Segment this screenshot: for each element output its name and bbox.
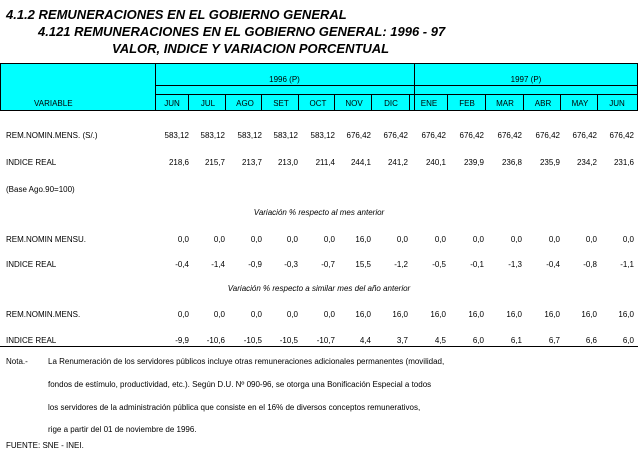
table-cell: 583,12 (237, 131, 262, 140)
table-cell: 241,2 (387, 158, 408, 167)
table-cell: 676,42 (421, 131, 446, 140)
table-cell: 583,12 (273, 131, 298, 140)
table-cell: 16,0 (468, 310, 484, 319)
table-cell: 0,0 (396, 235, 408, 244)
month-divider (485, 94, 486, 110)
table-cell: 6,6 (585, 336, 597, 345)
header-left-rule (0, 63, 1, 110)
month-header: JUN (164, 99, 180, 108)
table-cell: 16,0 (618, 310, 634, 319)
section-title-previous-year: Variación % respecto a similar mes del año anterior (227, 284, 411, 293)
row-label: REM.NOMIN.MENS. (6, 310, 81, 319)
table-cell: 239,9 (463, 158, 484, 167)
month-header: ABR (534, 99, 552, 108)
table-cell: 235,9 (539, 158, 560, 167)
table-cell: 15,5 (355, 260, 371, 269)
month-header: DIC (384, 99, 398, 108)
table-cell: 0,0 (510, 235, 522, 244)
table-cell: 0,0 (177, 235, 189, 244)
title-line-1: 4.1.2 REMUNERACIONES EN EL GOBIERNO GENERAL (6, 7, 347, 22)
month-divider (298, 94, 299, 110)
table-cell: 16,0 (355, 310, 371, 319)
table-cell: 16,0 (544, 310, 560, 319)
row-label: INDICE REAL (6, 260, 57, 269)
row-label: INDICE REAL (6, 158, 57, 167)
month-divider (188, 94, 189, 110)
table-cell: -9,9 (175, 336, 189, 345)
header-bottom-rule (0, 110, 638, 111)
table-cell: -0,9 (248, 260, 262, 269)
month-divider (225, 94, 226, 110)
month-rule (155, 94, 638, 95)
table-cell: -0,1 (470, 260, 484, 269)
month-header: JUN (609, 99, 625, 108)
year-1996-label: 1996 (P) (269, 75, 300, 84)
table-cell: -1,3 (508, 260, 522, 269)
table-cell: 240,1 (425, 158, 446, 167)
table-cell: 3,7 (396, 336, 408, 345)
month-header: OCT (309, 99, 327, 108)
table-cell: 676,42 (497, 131, 522, 140)
month-header: NOV (345, 99, 363, 108)
table-cell: 218,6 (168, 158, 189, 167)
month-divider (597, 94, 598, 110)
table-cell: 0,0 (213, 235, 225, 244)
table-cell: 0,0 (250, 235, 262, 244)
month-divider (523, 94, 524, 110)
month-divider (334, 94, 335, 110)
table-cell: -10,7 (316, 336, 335, 345)
table-cell: 0,0 (286, 310, 298, 319)
table-cell: 6,7 (548, 336, 560, 345)
table-cell: 236,8 (501, 158, 522, 167)
table-cell: 583,12 (200, 131, 225, 140)
table-cell: 16,0 (581, 310, 597, 319)
row-label: REM.NOMIN.MENS. (S/.) (6, 131, 98, 140)
table-cell: 676,42 (346, 131, 371, 140)
month-header: JUL (200, 99, 216, 108)
note-line: La Renumeración de los servidores públicos incluye otras remuneraciones adicionales permanentes (movilidad, (48, 357, 445, 366)
header-top-rule (0, 63, 638, 64)
table-cell: -0,3 (284, 260, 298, 269)
table-cell: -10,5 (243, 336, 262, 345)
table-cell: 676,42 (572, 131, 597, 140)
month-divider (261, 94, 262, 110)
table-cell: 6,1 (510, 336, 522, 345)
month-divider (560, 94, 561, 110)
table-cell: 0,0 (177, 310, 189, 319)
table-cell: 583,12 (310, 131, 335, 140)
table-cell: 4,4 (359, 336, 371, 345)
table-cell: -10,6 (206, 336, 225, 345)
table-cell: 0,0 (622, 235, 634, 244)
table-cell: 0,0 (286, 235, 298, 244)
table-cell: 16,0 (430, 310, 446, 319)
month-divider (409, 94, 410, 110)
month-divider (447, 94, 448, 110)
table-cell: 16,0 (506, 310, 522, 319)
table-cell: -10,5 (279, 336, 298, 345)
table-cell: 213,0 (277, 158, 298, 167)
table-cell: 676,42 (535, 131, 560, 140)
table-cell: 0,0 (548, 235, 560, 244)
table-cell: 6,0 (622, 336, 634, 345)
table-cell: 211,4 (315, 158, 335, 167)
month-header: SET (273, 99, 289, 108)
year-rule (155, 85, 638, 86)
row-label: REM.NOMIN MENSU. (6, 235, 86, 244)
table-cell: 244,1 (350, 158, 371, 167)
table-cell: 16,0 (392, 310, 408, 319)
table-cell: 676,42 (609, 131, 634, 140)
table-cell: 231,6 (613, 158, 634, 167)
table-cell: 213,7 (241, 158, 262, 167)
table-cell: -0,4 (175, 260, 189, 269)
table-cell: -0,8 (583, 260, 597, 269)
table-cell: 6,0 (472, 336, 484, 345)
month-header: MAY (571, 99, 589, 108)
table-cell: -1,4 (211, 260, 225, 269)
table-cell: 0,0 (434, 235, 446, 244)
table-cell: -1,1 (620, 260, 634, 269)
source-note: FUENTE: SNE - INEI. (6, 441, 84, 450)
table-cell: -0,5 (432, 260, 446, 269)
month-header: AGO (236, 99, 254, 108)
table-cell: 583,12 (164, 131, 189, 140)
row-label: INDICE REAL (6, 336, 57, 345)
table-cell: -0,4 (546, 260, 560, 269)
note-line: rige a partir del 01 de noviembre de 1996. (48, 425, 197, 434)
title-line-2: 4.121 REMUNERACIONES EN EL GOBIERNO GENERAL: 1996 - 97 (38, 24, 446, 39)
table-cell: 0,0 (323, 310, 335, 319)
section-title-previous-month: Variación % respecto al mes anterior (253, 208, 385, 217)
table-cell: 676,42 (383, 131, 408, 140)
note-line: fondos de estímulo, productividad, etc.). Según D.U. Nº 090-96, se otorga una Bonificación Especial a todos (48, 380, 432, 389)
month-divider (371, 94, 372, 110)
table-cell: -1,2 (394, 260, 408, 269)
note-label: Nota.- (6, 357, 28, 366)
table-cell: 0,0 (472, 235, 484, 244)
base-note: (Base Ago.90=100) (6, 185, 75, 194)
table-cell: 234,2 (576, 158, 597, 167)
month-header: MAR (496, 99, 514, 108)
year-1997-label: 1997 (P) (510, 75, 542, 84)
table-cell: 676,42 (459, 131, 484, 140)
note-line: los servidores de la administración pública que consiste en el 16% de diversos conceptos remunerativos, (48, 403, 421, 412)
month-header: ENE (420, 99, 438, 108)
table-cell: 0,0 (250, 310, 262, 319)
table-cell: -0,7 (321, 260, 335, 269)
month-header: FEB (459, 99, 475, 108)
table-bottom-rule (0, 346, 638, 347)
table-cell: 4,5 (434, 336, 446, 345)
table-cell: 0,0 (585, 235, 597, 244)
table-cell: 215,7 (204, 158, 225, 167)
table-cell: 16,0 (355, 235, 371, 244)
table-cell: 0,0 (323, 235, 335, 244)
title-line-3: VALOR, INDICE Y VARIACION PORCENTUAL (112, 41, 390, 56)
table-cell: 0,0 (213, 310, 225, 319)
variable-label: VARIABLE (34, 99, 73, 108)
